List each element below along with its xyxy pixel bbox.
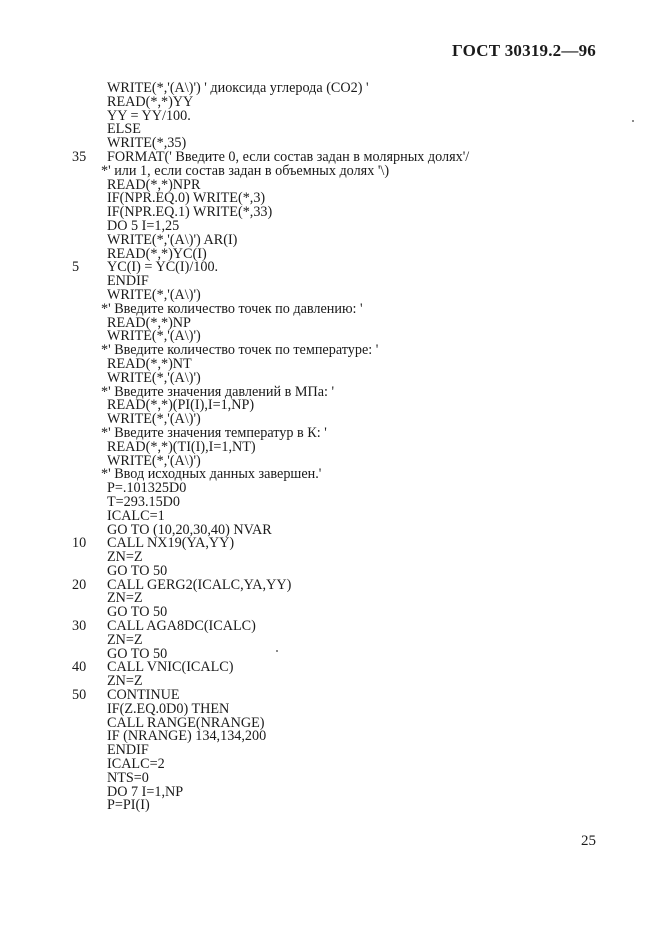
- code-line: [0, 344, 661, 358]
- code-text: ENDIF: [107, 273, 149, 290]
- code-line: [0, 645, 661, 662]
- code-text: READ(*,*)YC(I): [107, 245, 207, 262]
- page-number: 25: [581, 833, 596, 849]
- code-line: [0, 631, 661, 648]
- code-line: [0, 730, 661, 744]
- code-line: [0, 123, 661, 137]
- code-line: [0, 162, 661, 179]
- code-text: WRITE(*,35): [107, 135, 187, 152]
- statement-label: 35: [72, 148, 87, 165]
- code-line: [0, 468, 661, 482]
- code-line: [0, 355, 661, 372]
- code-text: CALL RANGE(NRANGE): [107, 714, 265, 731]
- code-line: [0, 275, 661, 289]
- code-text: YC(I) = YC(I)/100.: [107, 259, 219, 276]
- code-text: IF(NPR.EQ.0) WRITE(*,3): [107, 190, 266, 207]
- code-text: *' Ввод исходных данных завершен.': [101, 466, 322, 483]
- code-text: ZN=Z: [107, 631, 143, 648]
- code-text: GO TO 50: [107, 562, 168, 579]
- code-line: [0, 300, 661, 317]
- code-text: CALL GERG2(ICALC,YA,YY): [107, 576, 292, 593]
- code-line: [0, 206, 661, 220]
- statement-label: 5: [72, 259, 80, 276]
- code-line: [0, 383, 661, 400]
- code-text: WRITE(*,'(A\)'): [107, 452, 201, 469]
- code-line: [0, 217, 661, 234]
- code-text: WRITE(*,'(A\)'): [107, 328, 201, 345]
- code-text: GO TO (10,20,30,40) NVAR: [107, 521, 272, 538]
- code-text: GO TO 50: [107, 604, 168, 621]
- statement-label: 10: [72, 535, 87, 552]
- code-line: [0, 482, 661, 496]
- code-line: [0, 507, 661, 524]
- statement-label: 40: [72, 659, 87, 676]
- code-text: ZN=Z: [107, 590, 143, 607]
- code-line: [0, 537, 661, 551]
- code-line: [0, 592, 661, 606]
- code-text: READ(*,*)NT: [107, 355, 192, 372]
- code-text: P=.101325D0: [107, 480, 187, 497]
- code-line: [0, 493, 661, 510]
- code-text: DO 7 I=1,NP: [107, 783, 184, 800]
- code-text: ENDIF: [107, 742, 149, 759]
- code-line: [0, 783, 661, 800]
- code-line: [0, 261, 661, 275]
- code-line: [0, 452, 661, 469]
- scan-speck: [632, 120, 634, 122]
- code-line: [0, 245, 661, 262]
- code-line: [0, 93, 661, 110]
- code-text: WRITE(*,'(A\)') ' диоксида углерода (СО2) ': [107, 80, 369, 96]
- statement-label: 30: [72, 618, 87, 635]
- code-line: [0, 314, 661, 331]
- code-text: WRITE(*,'(A\)'): [107, 369, 201, 386]
- code-text: CALL AGA8DC(ICALC): [107, 618, 256, 635]
- statement-label: 20: [72, 576, 87, 593]
- code-line: [0, 176, 661, 193]
- code-line: [0, 744, 661, 758]
- code-text: ICALC=2: [107, 756, 165, 773]
- code-line: [0, 576, 661, 593]
- code-text: IF (NRANGE) 134,134,200: [107, 728, 267, 745]
- code-line: [0, 689, 661, 703]
- code-text: CALL VNIC(ICALC): [107, 659, 234, 676]
- code-line: [0, 399, 661, 413]
- code-text: READ(*,*)(TI(I),I=1,NT): [107, 438, 256, 455]
- code-line: [0, 758, 661, 772]
- code-text: READ(*,*)YY: [107, 93, 194, 110]
- code-text: IF(Z.EQ.0D0) THEN: [107, 700, 230, 717]
- code-text: *' Введите количество точек по давлению: ': [101, 300, 363, 317]
- code-text: READ(*,*)NPR: [107, 176, 201, 193]
- code-text: WRITE(*,'(A\)'): [107, 411, 201, 428]
- code-text: READ(*,*)NP: [107, 314, 191, 331]
- code-text: ELSE: [107, 121, 141, 138]
- code-text: GO TO 50: [107, 645, 168, 662]
- code-line: [0, 231, 661, 248]
- code-text: DO 5 I=1,25: [107, 217, 180, 234]
- code-line: [0, 675, 661, 689]
- code-text: WRITE(*,'(A\)'): [107, 286, 201, 303]
- code-text: *' Введите количество точек по температуре: ': [101, 342, 379, 359]
- code-line: [0, 799, 661, 813]
- code-text: ZN=Z: [107, 549, 143, 566]
- code-text: *' Введите значения температур в К: ': [101, 424, 327, 441]
- code-text: CALL NX19(YA,YY): [107, 535, 235, 552]
- code-text: YY = YY/100.: [107, 107, 191, 124]
- code-line: [0, 438, 661, 455]
- code-text: P=PI(I): [107, 797, 150, 814]
- code-text: ZN=Z: [107, 673, 143, 690]
- code-line: [0, 413, 661, 427]
- code-text: *' или 1, если состав задан в объемных долях '\): [101, 162, 390, 179]
- code-line: [0, 714, 661, 731]
- code-line: [0, 192, 661, 206]
- code-listing: [0, 82, 661, 813]
- code-text: ICALC=1: [107, 507, 165, 524]
- code-text: FORMAT(' Введите 0, если состав задан в молярных долях'/: [107, 148, 470, 165]
- code-line: [0, 424, 661, 441]
- code-text: CONTINUE: [107, 687, 180, 704]
- code-text: NTS=0: [107, 769, 149, 786]
- code-line: [0, 551, 661, 565]
- code-line: [0, 661, 661, 675]
- code-line: [0, 769, 661, 786]
- document-header: ГОСТ 30319.2—96: [452, 41, 596, 60]
- code-line: [0, 82, 661, 96]
- code-text: T=293.15D0: [107, 493, 181, 510]
- code-text: WRITE(*,'(A\)') AR(I): [107, 231, 238, 248]
- code-text: *' Введите значения давлений в МПа: ': [101, 383, 335, 400]
- code-text: READ(*,*)(PI(I),I=1,NP): [107, 397, 255, 414]
- scan-speck: [276, 650, 278, 652]
- code-line: [0, 606, 661, 620]
- code-line: [0, 700, 661, 717]
- code-line: [0, 620, 661, 634]
- code-text: IF(NPR.EQ.1) WRITE(*,33): [107, 204, 273, 221]
- code-line: [0, 521, 661, 538]
- code-line: [0, 107, 661, 124]
- statement-label: 50: [72, 687, 87, 704]
- code-line: [0, 562, 661, 579]
